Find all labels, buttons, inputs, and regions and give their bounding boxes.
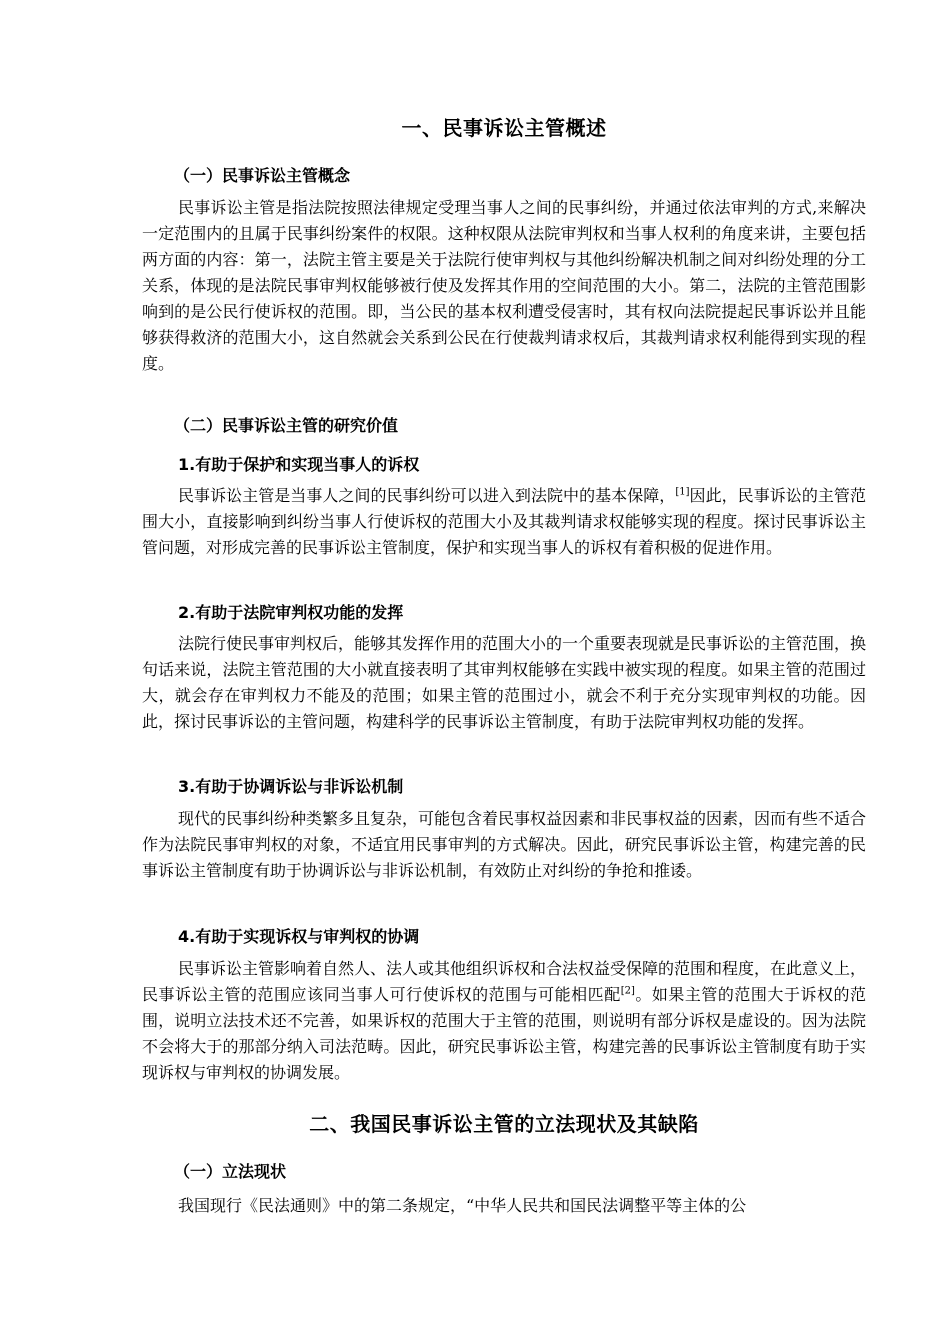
subsection-2-1-title: （一）立法现状 [174, 1162, 287, 1181]
item-1-title: 1.有助于保护和实现当事人的诉权 [178, 455, 420, 474]
subsection-1-1-paragraph: 民事诉讼主管是指法院按照法律规定受理当事人之间的民事纠纷，并通过依法审判的方式,来解决一定范围内的且属于民事纠纷案件的权限。这种权限从法院审判权和当事人权利的角度来讲，主要包括两方面的内容：第一，法院主管主要是关于法院行使审判权与其他纠纷解决机制之间对纠纷处理的分工关系，体现的是法院民事审判权能够被行使及发挥其作用的空间范围的大小。第二，法院的主管范围影响到的是公民行使诉权的范围。即，当公民的基本权利遭受侵害时，其有权向法院提起民事诉讼并且能够获得救济的范围大小，这自然就会关系到公民在行使裁判请求权后，其裁判请求权利能得到实现的程度。 [142, 198, 866, 373]
item-1-paragraph [142, 483, 866, 561]
subsection-2-1-paragraph: 我国现行《民法通则》中的第二条规定，“中华人民共和国民法调整平等主体的公 [178, 1196, 747, 1215]
section-1-title: 一、民事诉讼主管概述 [401, 116, 607, 140]
footnote-ref-1[interactable]: [1] [675, 486, 690, 498]
item-4-paragraph [142, 956, 866, 1086]
item-4-text-a: 民事诉讼主管影响着自然人、法人或其他组织诉权和合法权益受保障的范围和程度，在此意义上，民事诉讼主管的范围应该同当事人可行使诉权的范围与可能相匹配 [142, 959, 867, 1004]
item-4-text-b: 。如果主管的范围大于诉权的范围，说明立法技术还不完善，如果诉权的范围大于主管的范围，则说明有部分诉权是虚设的。因为法院不会将大于的那部分纳入司法范畴。因此，研究民事诉讼主管，构建完善的民事诉讼主管制度有助于实现诉权与审判权的协调发展。 [142, 985, 866, 1082]
subsection-1-1-title: （一）民事诉讼主管概念 [174, 166, 351, 185]
section-2-title: 二、我国民事诉讼主管的立法现状及其缺陷 [309, 1112, 699, 1136]
footnote-ref-2[interactable]: [2] [620, 985, 635, 997]
item-1-text-a: 民事诉讼主管是当事人之间的民事纠纷可以进入到法院中的基本保障， [178, 486, 676, 505]
item-2-title: 2.有助于法院审判权功能的发挥 [178, 603, 404, 622]
item-3-title: 3.有助于协调诉讼与非诉讼机制 [178, 777, 404, 796]
item-1-text-b: 因此，民事诉讼的主管范围大小，直接影响到纠纷当事人行使诉权的范围大小及其裁判请求权能够实现的程度。探讨民事诉讼主管问题，对形成完善的民事诉讼主管制度，保护和实现当事人的诉权有着积极的促进作用。 [142, 486, 866, 557]
item-3-paragraph: 现代的民事纠纷种类繁多且复杂，可能包含着民事权益因素和非民事权益的因素，因而有些不适合作为法院民事审判权的对象，不适宜用民事审判的方式解决。因此，研究民事诉讼主管，构建完善的民事诉讼主管制度有助于协调诉讼与非诉讼机制，有效防止对纠纷的争抢和推诿。 [142, 809, 867, 880]
subsection-1-2-title: （二）民事诉讼主管的研究价值 [174, 416, 399, 435]
item-2-paragraph: 法院行使民事审判权后，能够其发挥作用的范围大小的一个重要表现就是民事诉讼的主管范围，换句话来说，法院主管范围的大小就直接表明了其审判权能够在实践中被实现的程度。如果主管的范围过大，就会存在审判权力不能及的范围；如果主管的范围过小，就会不利于充分实现审判权的功能。因此，探讨民事诉讼的主管问题，构建科学的民事诉讼主管制度，有助于法院审判权功能的发挥。 [142, 634, 867, 731]
item-4-title: 4.有助于实现诉权与审判权的协调 [178, 927, 420, 946]
